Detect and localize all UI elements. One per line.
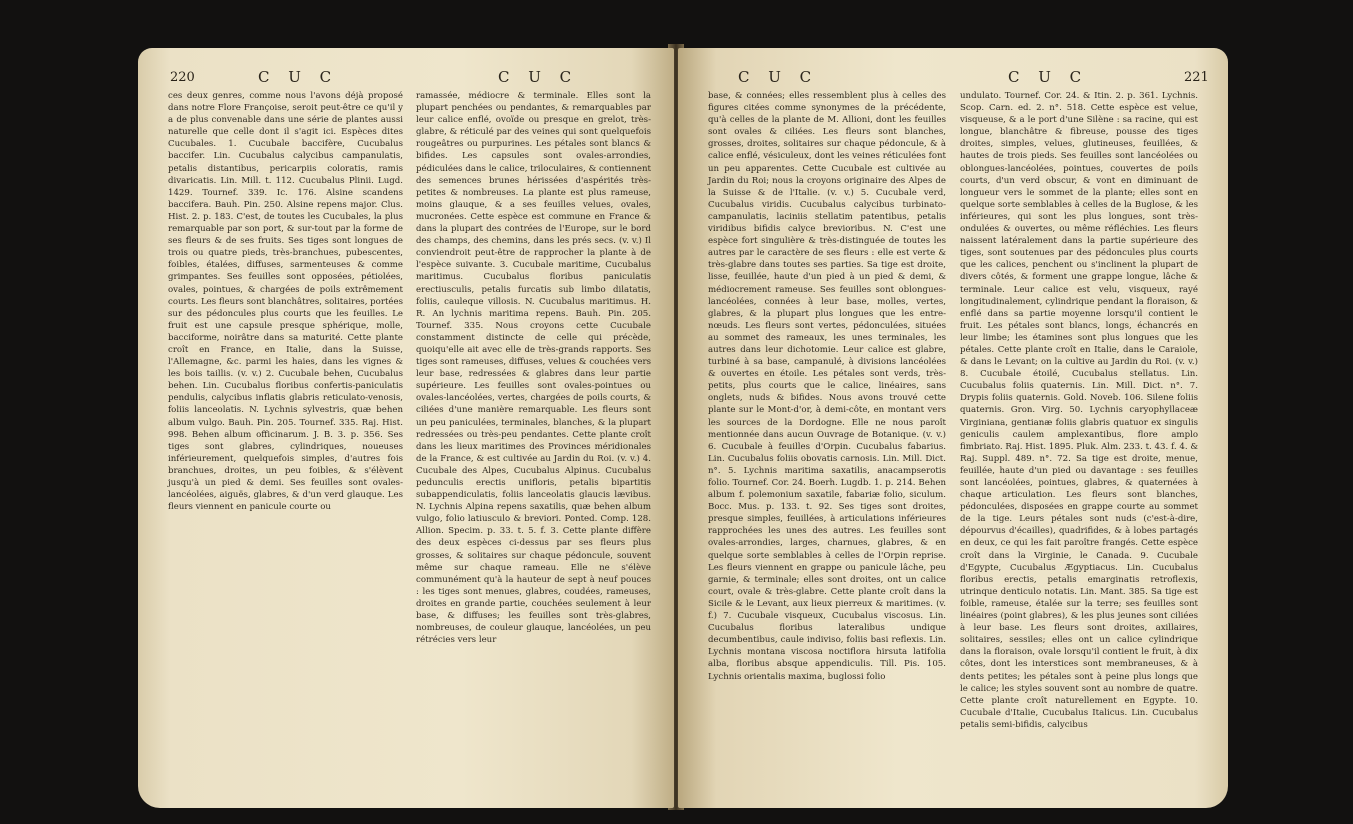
- column-text: base, & connées; elles ressemblent plus à celles des figures citées comme synonymes de la précédente, qu'à celles de la plante de M. Allioni, dont les feuilles sont ovales & ciliées. Les fleurs sont blanches, grosses, droites, solitaires sur chaque pédoncule, & à calice enflé, vésiculeux, dont les veines réticulées font un peu apparentes. Cette Cucubale est cultivée au Jardin du Roi; nous la croyons originaire des Alpes de la Suisse & de l'Italie. (v. v.) 5. Cucubale verd, Cucubalus viridis. Cucubalus calycibus turbinato-campanulatis, laciniis stellatim patentibus, petalis viridibus bifidis calyce brevioribus. N. C'est une espèce fort singulière & très-distinguée de toutes les autres par le caractère de ses fleurs : elle est verte & très-glabre dans toutes ses parties. Sa tige est droite, lisse, feuillée, haute d'un pied à un pied & demi, & médiocrement rameuse. Ses feuilles sont oblongues-lancéolées, connées à leur base, molles, vertes, glabres, & la plupart plus longues que les entre-nœuds. Les fleurs sont vertes, pédonculées, situées au sommet des rameaux, les unes terminales, les autres dans leur dichotomie. Leur calice est glabre, turbiné à sa base, campanulé, à divisions lancéolées & ouvertes en étoile. Les pétales sont verds, très-petits, plus courts que le calice, linéaires, sans onglets, nuds & bifides. Nous avons trouvé cette plante sur le Mont-d'or, à demi-côte, en montant vers les sources de la Dordogne. Elle ne nous paroît mentionnée dans aucun Ouvrage de Botanique. (v. v.) 6. Cucubale à feuilles d'Orpin. Cucubalus fabarius. Lin. Cucubalus foliis obovatis carnosis. Lin. Mill. Dict. n°. 5. Lychnis maritima saxatilis, anacampserotis folio. Tournef. Cor. 24. Boerh. Lugdb. 1. p. 214. Behen album f. polemonium saxatile, fabariæ folio, siculum. Bocc. Mus. p. 133. t. 92. Ses tiges sont droites, presque simples, feuillées, à articulations inférieures rapprochées les unes des autres. Les feuilles sont ovales-arrondies, larges, charnues, glabres, & en quelque sorte semblables à celles de l'Orpin reprise. Les fleurs viennent en grappe ou panicule lâche, peu garnie, & terminale; elles sont droites, ont un calice court, ovale & très-glabre. Cette plante croît dans la Sicile & le Levant, aux lieux pierreux & maritimes. (v. f.) 7. Cucubale visqueux, Cucubalus viscosus. Lin. Cucubalus floribus lateralibus undique decumbentibus, caule indiviso, foliis basi reflexis. Lin. Lychnis montana viscosa noctiflora hirsuta latifolia alba, floribus absque appendiculis. Till. Pis. 105. Lychnis orientalis maxima, buglossi folio: [708, 91, 946, 682]
- column-text: undulato. Tournef. Cor. 24. & Itin. 2. p. 361. Lychnis. Scop. Carn. ed. 2. n°. 518. Cette espèce est velue, visqueuse, & a le port d'une Silène : sa racine, qui est longue, blanchâtre & fibreuse, pousse des tiges droites, simples, velues, glutineuses, feuillées, & hautes de trois pieds. Ses feuilles sont lancéolées ou oblongues-lancéolées, pointues, couvertes de poils courts, d'un verd obscur, & vont en diminuant de longueur vers le sommet de la plante; elles sont en quelque sorte semblables à celles de la Buglose, & les inférieures, qui sont les plus longues, sont très-ondulées & ouvertes, ou même réfléchies. Les fleurs naissent latéralement dans la partie supérieure des tiges, sont soutenues par des pédoncules plus courts que les calices, penchent ou s'inclinent la plupart de divers côtés, & forment une grappe longue, lâche & terminale. Leur calice est velu, visqueux, rayé longitudinalement, cylindrique pendant la floraison, & enflé dans sa partie moyenne lorsqu'il contient le fruit. Les pétales sont blancs, longs, échancrés en leur limbe; les étamines sont plus longues que les pétales. Cette plante croît en Italie, dans le Caraiole, & dans le Levant; on la cultive au Jardin du Roi. (v. v.) 8. Cucubale étoilé, Cucubalus stellatus. Lin. Cucubalus foliis quaternis. Lin. Mill. Dict. n°. 7. Drypis foliis quaternis. Gold. Noveb. 106. Silene foliis quaternis. Gron. Virg. 50. Lychnis caryophyllaceæ Virginiana, gentianæ foliis glabris quatuor ex singulis geniculis caulem amplexantibus, flore amplo fimbriato. Raj. Hist. 1895. Pluk. Alm. 233. t. 43. f. 4. & Raj. Suppl. 489. n°. 72. Sa tige est droite, menue, feuillée, haute d'un pied ou davantage : ses feuilles sont lancéolées, pointues, glabres, & quaternées à chaque articulation. Les fleurs sont blanches, pédonculées, disposées en grappe courte au sommet de la tige. Leurs pétales sont nuds (c'est-à-dire, dépourvus d'écailles), quadrifides, & à lobes partagés en deux, ce qui les fait paroître frangés. Cette espèce croît dans la Virginie, le Canada. 9. Cucubale d'Egypte, Cucubalus Ægyptiacus. Lin. Cucubalus floribus erectis, petalis emarginatis retroflexis, utrinque denticulo notatis. Lin. Mant. 385. Sa tige est foible, rameuse, étalée sur la terre; ses feuilles sont linéaires (point glabres), & les plus jeunes sont ciliées à leur base. Les fleurs sont droites, axillaires, solitaires, sessiles; elles ont un calice cylindrique dans la floraison, ovale lorsqu'il contient le fruit, à dix côtes, dont les interstices sont membraneuses, & à dents petites; les pétales sont à peine plus longs que le calice; les styles souvent sont au nombre de quatre. Cette plante croît naturellement en Egypte. 10. Cucubale d'Italie, Cucubalus Italicus. Lin. Cucubalus petalis semi-bifidis, calycibus: [960, 91, 1198, 730]
- running-header: C U C: [258, 68, 339, 86]
- running-header: C U C: [498, 68, 579, 86]
- running-header: C U C: [738, 68, 819, 86]
- right-page: [678, 48, 1228, 808]
- column-text: ces deux genres, comme nous l'avons déjà proposé dans notre Flore Françoise, seroit peut-être ce qu'il y a de plus convenable dans une série de plantes aussi naturelle que celle dont il s'agit ici. Espèces dites Cucubales. 1. Cucubale baccifère, Cucubalus baccifer. Lin. Cucubalus calycibus campanulatis, petalis distantibus, pericarpiis coloratis, ramis divaricatis. Lin. Mill. t. 112. Cucubalus Plinii. Lugd. 1429. Tournef. 339. Ic. 176. Alsine scandens baccifera. Bauh. Pin. 250. Alsine repens major. Clus. Hist. 2. p. 183. C'est, de toutes les Cucubales, la plus remarquable par son port, & sur-tout par la forme de ses fleurs & de ses fruits. Ses tiges sont longues de trois ou quatre pieds, très-branchues, pubescentes, foibles, étalées, diffuses, sarmenteuses & comme grimpantes. Ses feuilles sont opposées, pétiolées, ovales, pointues, & chargées de poils extrêmement courts. Les fleurs sont blanchâtres, solitaires, portées sur des pédoncules plus courts que les feuilles. Le fruit est une capsule presque sphérique, molle, bacciforme, noirâtre dans sa maturité. Cette plante croît en France, en Italie, dans la Suisse, l'Allemagne, &c. parmi les haies, dans les vignes & les bois taillis. (v. v.) 2. Cucubale behen, Cucubalus behen. Lin. Cucubalus floribus confertis-paniculatis pendulis, calycibus inflatis glabris reticulato-venosis, foliis lanceolatis. N. Lychnis sylvestris, quæ behen album vulgo. Bauh. Pin. 205. Tournef. 335. Raj. Hist. 998. Behen album officinarum. J. B. 3. p. 356. Ses tiges sont glabres, cylindriques, noueuses inférieurement, quelquefois simples, d'autres fois branchues, droites, un peu foibles, & s'élèvent jusqu'à un pied & demi. Ses feuilles sont ovales-lancéolées, aiguës, glabres, & d'un verd glauque. Les fleurs viennent en panicule courte ou: [168, 91, 403, 513]
- text-column-2: [960, 90, 1198, 802]
- text-column-2: [416, 90, 651, 802]
- page-number: 220: [170, 70, 195, 85]
- text-column-1: [708, 90, 946, 802]
- text-column-1: [168, 90, 403, 802]
- column-text: ramassée, médiocre & terminale. Elles sont la plupart penchées ou pendantes, & remarquables par leur calice enflé, ovoïde ou presque en grelot, très-glabre, & réticulé par des veines qui sont quelquefois rougeâtres ou purpurines. Les pétales sont blancs & bifides. Les capsules sont ovales-arrondies, pédiculées dans le calice, triloculaires, & contiennent des semences brunes hérissées d'aspérités très-petites & nombreuses. La plante est plus rameuse, moins glauque, & a ses feuilles velues, ovales, mucronées. Cette espèce est commune en France & dans la plupart des contrées de l'Europe, sur le bord des champs, des chemins, dans les prés secs. (v. v.) Il conviendroit peut-être de rapprocher la plante à de l'espèce suivante. 3. Cucubale maritime, Cucubalus maritimus. Cucubalus floribus paniculatis erectiusculis, petalis furcatis sub limbo dilatatis, foliis, cauleque villosis. N. Cucubalus maritimus. H. R. An lychnis maritima repens. Bauh. Pin. 205. Tournef. 335. Nous croyons cette Cucubale constamment distincte de celle qui précède, quoiqu'elle ait avec elle de très-grands rapports. Ses tiges sont rameuses, diffuses, velues & couchées vers leur base, redressées & glabres dans leur partie supérieure. Les feuilles sont ovales-pointues ou ovales-lancéolées, vertes, chargées de poils courts, & ciliées d'une manière remarquable. Les fleurs sont un peu paniculées, terminales, blanches, & la plupart redressées ou très-peu pendantes. Cette plante croît dans les lieux maritimes des Provinces méridionales de la France, & est cultivée au Jardin du Roi. (v. v.) 4. Cucubale des Alpes, Cucubalus Alpinus. Cucubalus pedunculis erectis unifloris, petalis bipartitis subappendiculatis, foliis lanceolatis glaucis lævibus. N. Lychnis Alpina repens saxatilis, quæ behen album vulgo, folio latiusculo & breviori. Ponted. Comp. 128. Allion. Specim. p. 33. t. 5. f. 3. Cette plante diffère des deux espèces ci-dessus par ses fleurs plus grosses, & solitaires sur chaque pédoncule, souvent même sur chaque rameau. Elle ne s'élève communément qu'à la hauteur de sept à neuf pouces : les tiges sont menues, glabres, coudées, rameuses, droites en grande partie, couchées seulement à leur base, & diffuses; les feuilles sont très-glabres, nombreuses, de couleur glauque, lancéolées, un peu rétrécies vers leur: [416, 91, 651, 646]
- left-page: [138, 48, 674, 808]
- page-number: 221: [1184, 70, 1209, 85]
- running-header: C U C: [1008, 68, 1089, 86]
- open-book: [138, 20, 1228, 820]
